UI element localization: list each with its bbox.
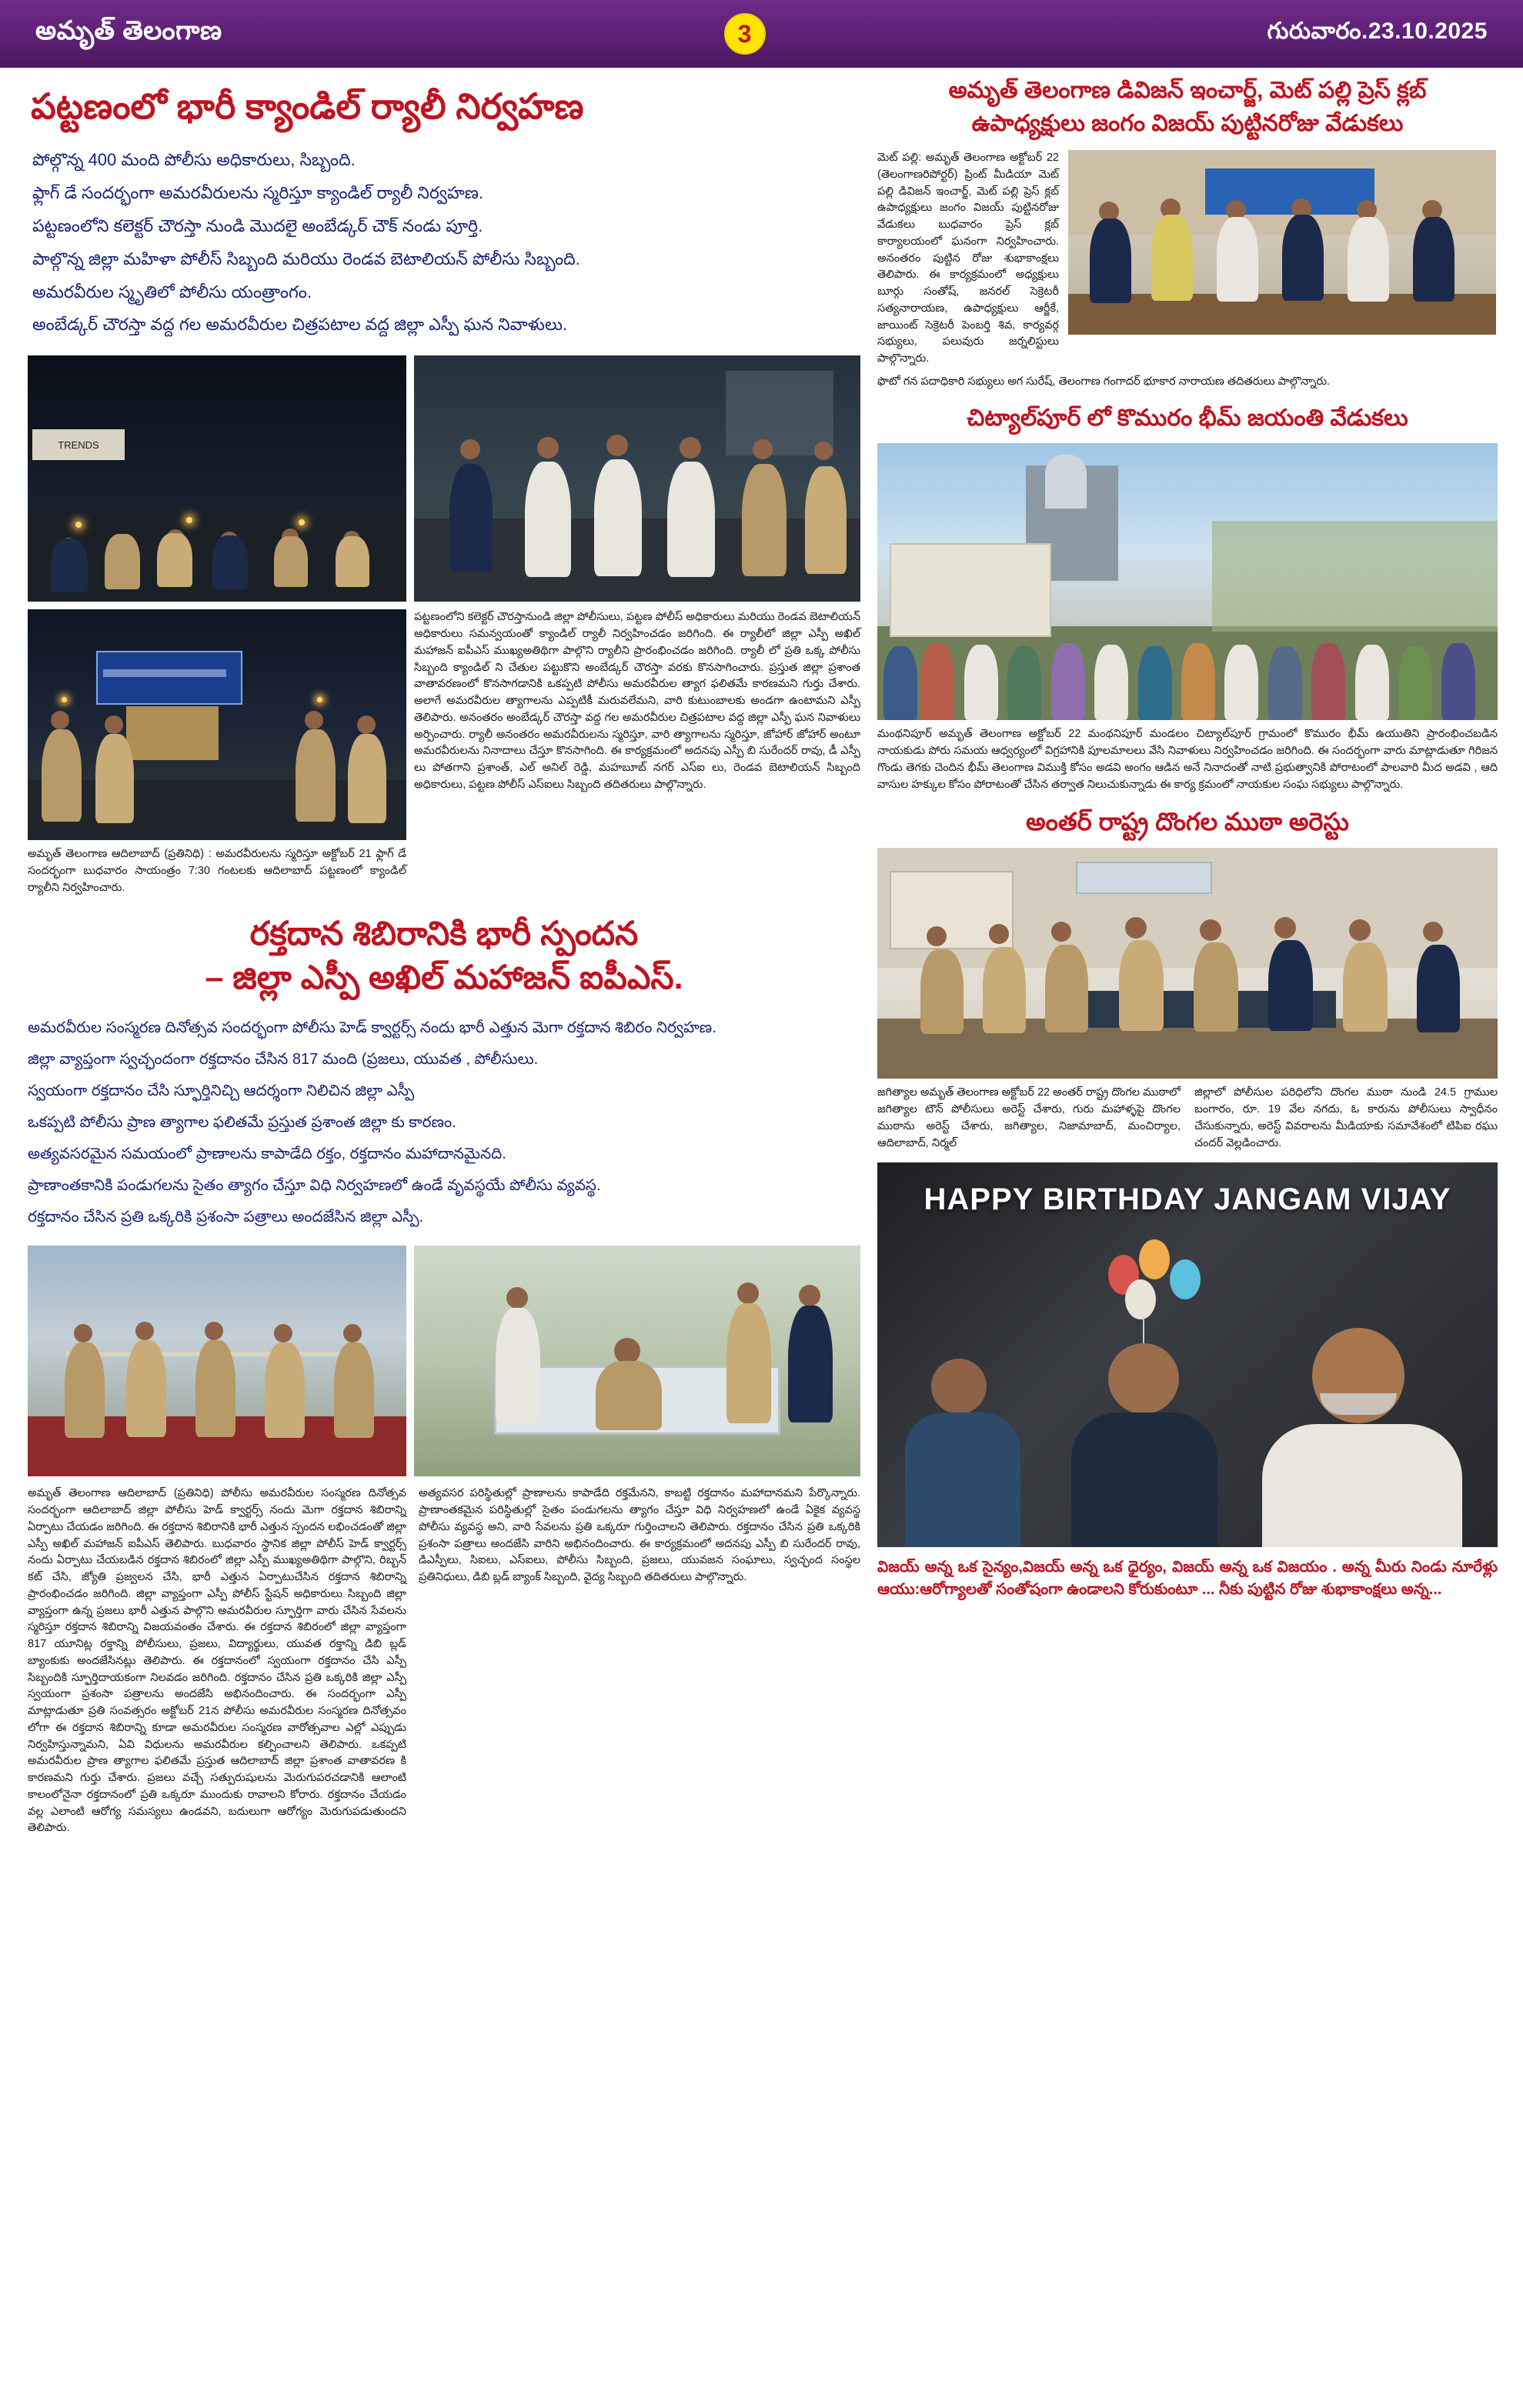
masthead bbox=[0, 0, 1523, 68]
masthead-date: గురువారం.23.10.2025 bbox=[1267, 18, 1488, 44]
blood-drive-bullet: స్వయంగా రక్తదానం చేసి స్ఫూర్తినిచ్చి ఆదర్శంగా నిలిచిన జిల్లా ఎస్పీ bbox=[28, 1082, 415, 1100]
photo-birthday-celebration-pressclub bbox=[1068, 150, 1496, 335]
theft-gang-arrest-headline: అంతర్ రాష్ట్ర దొంగల ముఠా అరెస్టు bbox=[1026, 808, 1349, 836]
lead-bullet: పాల్గొన్న జిల్లా మహిళా పోలీస్ సిబ్బంది మరియు రెండవ బెటాలియన్ పోలీసు సిబ్బంది. bbox=[32, 248, 580, 268]
lead-bullet: పోల్గొన్న 400 మంది పోలీసు అధికారులు, సిబ్బంది. bbox=[32, 150, 356, 170]
blood-drive-bullet: ప్రాణాంతకానికి పండుగలను సైతం త్యాగం చేస్తూ విధి నిర్వహణలో ఉండే వృవస్థయే పోలీసు వ్యవస్థ. bbox=[28, 1177, 601, 1195]
birthday-poster-title: HAPPY BIRTHDAY JANGAM VIJAY bbox=[923, 1182, 1451, 1217]
left-column bbox=[28, 80, 860, 1837]
lead-headline: పట్టణంలో భారీ క్యాండిల్ ర్యాలీ నిర్వహణ bbox=[31, 86, 584, 126]
birthday-poster bbox=[877, 1162, 1498, 1547]
birthday-wish-footer: విజయ్ అన్న ఒక సైన్యం,విజయ్ అన్న ఒక ధైర్యం, విజయ్ అన్న ఒక విజయం . అన్న మీరు నిండు నూరేళ్లు ఆయు:ఆరోగ్యాలతో సంతోషంగా ఉండాలని కోరుకుంటూ ... నీకు పుట్టిన రోజు శుభాకాంక్షలు అన్న... bbox=[877, 1559, 1498, 1599]
rally-photo-caption: అమృత్ తెలంగాణ ఆదిలాబాద్ (ప్రతినిధి) : అమరవీరులను స్మరిస్తూ అక్టోబర్ 21 ఫ్లాగ్ డే సందర్భంగా బుధవారం సాయంత్రం 7:30 గంటలకు ఆదిలాబాద్ పట్టణంలో క్యాండిల్ ర్యాలీని నిర్వహించారు. bbox=[28, 848, 406, 894]
press-club-story-text: మెట్ పల్లి: అమృత్ తెలంగాణ అక్టోబర్ 22 (తెలంగాణరిపోర్టర్) ప్రింట్ మీడియా మెట్ పల్లి డివిజన్ ఇంచార్జ్, మెట్ పల్లి ప్రెస్ క్లబ్ ఉపాధ్యక్షులు జంగం విజయ్ పుట్టినరోజు వేడుకలు బుధవారం ప్రెస్ క్లబ్ కార్యాలయంలో ఘనంగా నిర్వహించారు. అనంతరం పుట్టిన రోజు శుభాకాంక్షలు తెలిపారు. ఈ కార్యక్రమంలో అధ్యక్షులు బూర్గు సంతోష్, జనరల్ సెక్రెటరీ సత్యనారాయణ, ఉపాధ్యక్షులు ఆర్జీకే, జాయింట్ సెక్రెటరీ పెంబర్తి శివ, కార్యవర్గ సభ్యులు, పలువురు జర్నలిస్టులు పాల్గొన్నారు. bbox=[877, 152, 1059, 365]
blood-drive-headline-line1: రక్తదాన శిబిరానికి భారీ స్పందన bbox=[249, 915, 639, 952]
blood-drive-bullet: ఒకప్పటి పోలీసు ప్రాణ త్యాగాల ఫలితమే ప్రస్తుత ప్రశాంత జిల్లా కు కారణం. bbox=[28, 1114, 456, 1132]
photo-blood-camp-inauguration bbox=[28, 1246, 406, 1476]
photo-candle-rally-night: TRENDS bbox=[28, 355, 406, 602]
lead-bullet-list bbox=[32, 144, 860, 342]
press-club-photo-caption: ఫొటో గన పదాధికారి సభ్యులు అగ సురేష్, తెలంగాణ గంగాదర్ భూకార నారాయణ తదితరులు పాల్గొన్నారు. bbox=[877, 375, 1330, 388]
photo-candle-ceremony-stage bbox=[28, 609, 406, 840]
page-number-badge: 3 bbox=[724, 13, 766, 55]
right-column bbox=[877, 77, 1498, 1601]
blood-drive-bullet: అత్యవసరమైన సమయంలో ప్రాణాలను కాపాడేది రక్తం, రక్తదానం మహాదానమైనది. bbox=[28, 1146, 506, 1163]
theft-gang-caption-left: జగిత్యాల అమృత్ తెలంగాణ అక్టోబర్ 22 అంతర్ రాష్ట్ర దొంగల ముఠాలో జగిత్యాల టౌన్ పోలీసులు అరెస్ట్ చేశారు, గురు మహాళ్ళపై దొంగల ముఠాను అరెస్ట్ చేశారు, జగిత్యాల, నిజామాబాద్, మంచిర్యాల, ఆదిలాబాద్, నిర్మల్ bbox=[877, 1086, 1181, 1149]
rally-caption-detail: పట్టణంలోని కలెక్టర్ చౌరస్తానుండి జిల్లా పోలీసులు, పట్టణ పోలీస్ అధికారులు మరియు రెండవ బెటాలియన్ అధికారులు సమన్వయంతో క్యాండిల్ ర్యాలీ నిర్వహించడం జరిగింది. ఈ ర్యాలీలో జిల్లా ఎస్పీ అఖిల్ మహాజన్ ఐపీఎస్ ముఖ్యఅతిథిగా పాల్గొని ర్యాలీని ప్రారంభించడం జరిగింది. ర్యాలీ లో ప్రతి ఒక్క పోలీసు సిబ్బంది క్యాండిల్ ని చేతుల పట్టుకొని అంబేడ్కర్ చౌరస్తా వరకు కొనసాగించారు. ప్రస్తుత జిల్లా ప్రశాంత వాతావరణంలో కొనసాగడానికి ఒకప్పటి పోలీసు అమరవీరుల త్యాగ ఫలితమే కారణమని గుర్తు చేశారు. అలాగే అమరవీరుల త్యాగాలను ఎప్పటికీ మరువలేమని, వారి కుటుంబాలకు అండగా ఉంటామని ఎస్పీ తెలిపారు. అనంతరం అంబేడ్కర్ చౌరస్తా వద్ద గల అమరవీరుల చిత్రపటాల వద్ద జిల్లా ఎస్పీ ఘన నివాళులు అర్పించారు. ర్యాలీ అనంతరం అమరవీరులను స్మరిస్తూ, వారి త్యాగాలను స్మరిస్తూ, జోహార్ జోహార్ అంటూ అమరవీరులను నినాదాలు చేస్తూ కొనసాగింది. ఈ కార్యక్రమంలో అదనపు ఎస్పీ బి సురేందర్ రావు, డీ ఎస్పీ లు పోతగాని ప్రశాంత్, ఎల్ అనిల్ రెడ్డి, మహబూబ్ నగర్ ఎస్ఐ లు, రెండవ బెటాలియన్ సిబ్బంది అధికారులు, పట్టణ పోలీస్ ఎస్ఐలు సిబ్బంది తదితరులు పాల్గొన్నారు. bbox=[414, 611, 860, 791]
photo-sp-donating-blood bbox=[414, 1246, 860, 1476]
photo-officers-marching bbox=[414, 355, 860, 602]
lead-bullet: ఫ్లాగ్ డే సందర్భంగా అమరవీరులను స్మరిస్తూ క్యాండిల్ ర్యాలీ నిర్వహణ. bbox=[32, 182, 483, 202]
blood-drive-bullet-list bbox=[28, 1012, 860, 1233]
lead-bullet: పట్టణంలోని కలెక్టర్ చౌరస్తా నుండి మొదలై అంబేడ్కర్ చౌక్ నండు పూర్తి. bbox=[32, 215, 483, 235]
masthead-title: అమృత్ తెలంగాణ bbox=[35, 15, 222, 45]
blood-drive-caption-left: అమృత్ తెలంగాణ ఆదిలాబాద్ (ప్రతినిధి) పోలీసు అమరవీరుల సంస్మరణ దినోత్సవ సందర్భంగా ఆదిలాబాద్ జిల్లా పోలీసు హెడ్ క్వార్టర్స్ నందు మెగా రక్తదాన శిబిరాన్ని ఏర్పాటు చేయడం జరిగింది. ఈ రక్తదాన శిబిరానికి భారీ ఎత్తున స్పందన లభించడంతో జిల్లా ఎస్పీ అఖిల్ మహాజన్ ఐపీఎస్ తెలిపారు. బుధవారం స్థానిక జిల్లా పోలీస్ హెడ్ క్వార్టర్స్ నందు ఏర్పాటు చేయబడిన రక్తదాన శిబిరంలో జిల్లా ఎస్పీ ముఖ్యఅతిథిగా పాల్గొని, రిబ్బన్ కట్ చేసి, జ్యోతి ప్రజ్వలన చేసి, భారీ ఎత్తున ఏర్పాటుచేసిన రక్తదాన శిబిరాన్ని ప్రారంభించడం జరిగింది. జిల్లా వ్యాప్తంగా ఎస్పీ పోలీస్ స్టేషన్ అధికారులు సిబ్బంది జిల్లా వ్యాప్తంగా ఉన్న ప్రజలు భారీ ఎత్తున పాల్గొని అమరవీరుల స్ఫూర్తిగా వారు చేసిన సేవలను స్మరిస్తూ రక్తదాన శిబిరాన్ని విజయవంతం చేశారు. ఈ రక్తదాన శిబిరంలో జిల్లా వ్యాప్తంగా 817 యూనిట్ల రక్తాన్ని పోలీసులు, ప్రజలు, విద్యార్థులు, యువత రక్తాన్ని డిబి బ్లడ్ బ్యాంకుకు అందజేసినట్లు తెలిపారు. ఈ రక్తదానంలో స్వయంగా రక్తదానం చేసి ఎస్పీ సిబ్బందికి స్ఫూర్తిదాయకంగా నిలవడం జరిగింది. రక్తదానం చేసిన ప్రతి ఒక్కరికి జిల్లా ఎస్పీ స్వయంగా ప్రశంసా పత్రాలను అందజేసి అభినందించారు. ఈ సందర్భంగా ఎస్పీ మాట్లాడుతూ ప్రతి సంవత్సరం అక్టోబర్ 21న పోలీసు అమరవీరుల సంస్మరణ దినోత్సవం లోగా ఈ రక్తదాన శిబిరాన్ని కూడా అమరవీరుల సంస్మరణ వారోత్సవాల ఎల్లో ఎప్పుడు నిర్వహిస్తున్నామని, ఏవి విధులను అమరవీరుల కల్పించాలని తెలిపారు. ఒకప్పటి అమరవీరుల ప్రాణ త్యాగాల ఫలితమే ప్రస్తుత ఆదిలాబాద్ జిల్లా ప్రశాంత వాతావరణ కి కారణమని గుర్తు చేశారు. ప్రజలు వచ్చే సత్పురుషులను మెరుగుపరచడానికి ఆలాంటి కాలంలోనైనా రక్తదానంలో ప్రతి ఒక్కరూ ముందుకు రావాలని కోరారు. రక్తదానం చేయడం వల్ల ఎలాంటి ఆరోగ్య సమస్యలు ఉండవని, బదులుగా ఆరోగ్యం మెరుగుపడుతుందని తెలిపారు. bbox=[28, 1487, 407, 1835]
blood-drive-headline-line2: – జిల్లా ఎస్పీ అఖిల్ మహాజన్ ఐపీఎస్. bbox=[205, 959, 683, 996]
blood-drive-bullet: జిల్లా వ్యాప్తంగా స్వచ్ఛందంగా రక్తదానం చేసిన 817 మంది (ప్రజలు, యువత , పోలీసులు. bbox=[28, 1051, 539, 1069]
blood-drive-bullet: రక్తదానం చేసిన ప్రతి ఒక్కరికి ప్రశంసా పత్రాలు అందజేసిన జిల్లా ఎస్పీ. bbox=[28, 1209, 424, 1226]
lead-bullet: అంబేడ్కర్ చౌరస్తా వద్ద గల అమరవీరుల చిత్రపటాల వద్ద జిల్లా ఎస్పీ ఘన నివాళులు. bbox=[32, 315, 568, 335]
blood-drive-caption-right: అత్యవసర పరిస్థితుల్లో ప్రాణాలను కాపాడేది రక్తమేనని, కాబట్టి రక్తదానం మహాదానమని పేర్కొన్నారు. ప్రాణాంతకమైన పరిస్థితుల్లో సైతం పండుగలను త్యాగం చేస్తూ విధి నిర్వహణలో ఉండే ఏకైక వ్యవస్థ పోలీసు వ్యవస్థ అని, వారి సేవలను ప్రతి ఒక్కరూ గుర్తించాలని తెలిపారు. రక్తదానం చేసిన ప్రతి ఒక్కరికి ప్రశంసా పత్రాలు అందజేసి వారిని అభినందించారు. ఈ కార్యక్రమంలో అదనపు ఎస్పీ బి సురేందర్ రావు, డిఎస్పీలు, సిఐలు, ఎస్ఐలు, పోలీసు సిబ్బంది, ప్రజలు, యువజన సంఘాలు, స్వచ్ఛంద సంస్థల ప్రతినిధులు, డిబి బ్లడ్ బ్యాంక్ సిబ్బంది, వైద్య సిబ్బంది తదితరులు పాల్గొన్నారు. bbox=[419, 1487, 860, 1583]
blood-drive-bullet: అమరవీరుల సంస్మరణ దినోత్సవ సందర్భంగా పోలీసు హెడ్ క్వార్టర్స్ నందు భారీ ఎత్తున మెగా రక్తదాన శిబిరం నిర్వహణ. bbox=[28, 1019, 716, 1037]
lead-bullet: అమరవీరుల స్మృతిలో పోలీసు యంత్రాంగం. bbox=[32, 282, 312, 302]
press-club-headline-line2: ఉపాధ్యక్షులు జంగం విజయ్ పుట్టినరోజు వేడుకలు bbox=[971, 110, 1404, 136]
theft-gang-caption-right: జిల్లాలో పోలీసుల పరిధిలోని దొంగల ముఠా నుండి 24.5 గ్రాముల బంగారం, రూ. 19 వేల నగదు, ఓ కారును పోలీసులు స్వాధీనం చేసుకున్నారు, అరెస్ట్ వివరాలను మీడియాకు సమావేశంలో టిపిఐ రఘు చందర్ వెల్లడించారు. bbox=[1194, 1086, 1498, 1149]
komuram-bheem-caption: మంథనిపూర్ అమృత్ తెలంగాణ అక్టోబర్ 22 మంథనిపూర్ మండలం చిట్యాల్‌పూర్ గ్రామంలో కొమురం భీమ్ ఉయుతిని ప్రారంభించబడిన నాయకుడు పోరు సమయ ఆధ్వర్యంలో విగ్రహానికి పూలమాలలు వేసి నివాళులు నిర్వహించడం జరిగింది. ఈ సందర్భంగా వారు మాట్లాడుతూ గిరిజన గొండు తెగకు చెందిన భీమ్ తెలంగాణ విముక్తి కోసం అడవి అంగం ఆడిన అనే నినాదంతో నాటి ప్రభుత్వానికి పోరాటంలో పాలవారి మీద అడవి , ఆది వాసుల హక్కుల కోసం పోరాటంతో చేసిన తర్వాత నిలుచుకున్నాడు ఈ కార్య క్రమంలో నాయకుల సంఘ సభ్యులు పాల్గొన్నారు. bbox=[877, 728, 1498, 791]
komuram-bheem-headline: చిట్యాల్‌పూర్ లో కొమురం భీమ్ జయంతి వేడుకలు bbox=[967, 405, 1408, 431]
press-club-headline-line1: అమృత్ తెలంగాణ డివిజన్ ఇంచార్జ్, మెట్ పల్లి ప్రెస్ క్లబ్ bbox=[948, 78, 1427, 103]
photo-police-press-meet bbox=[877, 848, 1498, 1079]
photo-komuram-bheem-jayanti bbox=[877, 443, 1498, 720]
